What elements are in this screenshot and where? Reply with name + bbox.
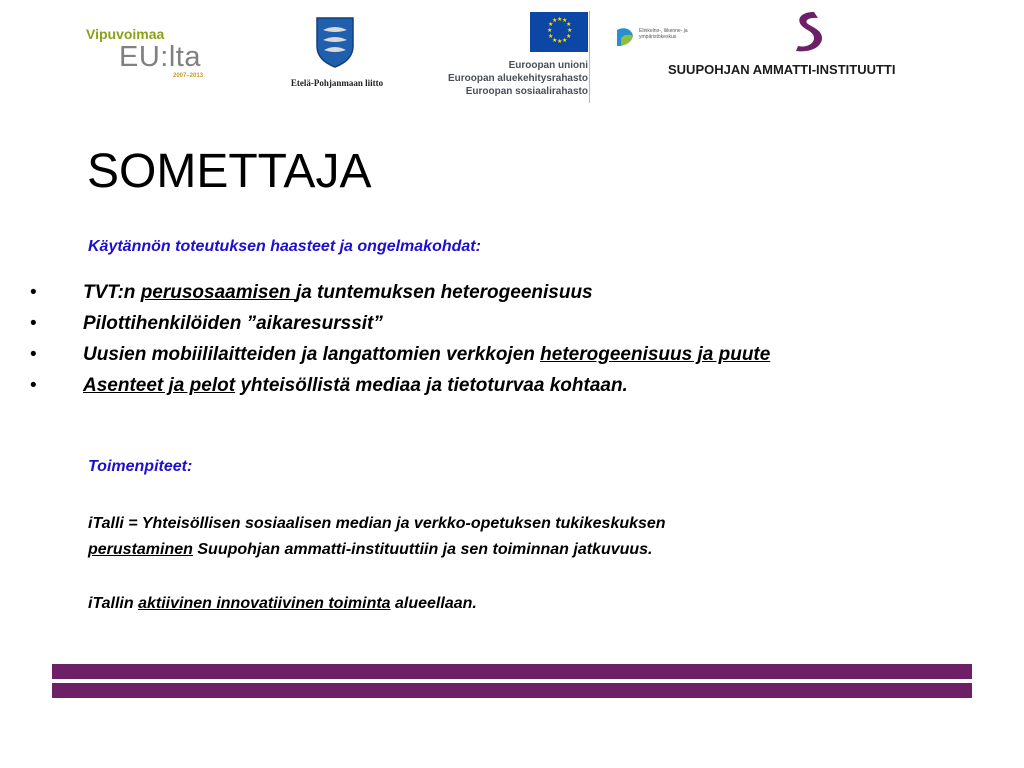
vipuvoimaa-eulta-logo <box>86 26 216 86</box>
measures-p1-line1: iTalli = Yhteisöllisen sosiaalisen median ja verkko-opetuksen tukikeskuksen <box>88 515 666 532</box>
list-item <box>30 344 1020 375</box>
sai-logo <box>668 10 960 82</box>
measures-p2-underlined: aktiivinen innovatiivinen toiminta <box>138 595 391 612</box>
footer-bar-top <box>52 664 972 679</box>
bullet-text <box>83 344 770 366</box>
svg-text:★: ★ <box>562 17 568 24</box>
ely-emblem-icon <box>614 26 636 48</box>
bullet-icon: • <box>30 282 37 303</box>
measures-paragraph-1 <box>88 511 666 563</box>
eu-flag-icon <box>530 12 588 52</box>
slide-title: SOMETTAJA <box>87 145 372 198</box>
bullet-icon: • <box>30 344 37 365</box>
bullet-text <box>83 375 628 397</box>
svg-text:★: ★ <box>557 38 563 45</box>
etela-pohjanmaan-liitto-logo <box>282 16 392 92</box>
etela-pohjanmaan-liitto-label: Etelä-Pohjanmaan liitto <box>290 78 384 88</box>
vipuvoimaa-word: Vipuvoimaa <box>86 26 165 42</box>
measures-p2-post: alueellaan. <box>390 595 477 612</box>
svg-text:★: ★ <box>548 21 554 28</box>
ely-line-1: Elinkeino-, liikenne- ja <box>639 28 688 34</box>
bullet-text-underlined: heterogeenisuus ja puute <box>540 344 771 365</box>
challenges-heading: Käytännön toteutuksen haasteet ja ongelmakohdat: <box>88 238 481 255</box>
bullet-text-part: Uusien mobiililaitteiden ja langattomien verkkojen <box>83 344 541 365</box>
svg-text:★: ★ <box>557 16 563 23</box>
svg-text:★: ★ <box>552 17 558 24</box>
svg-text:★: ★ <box>566 33 572 40</box>
measures-p1-rest: Suupohjan ammatti-instituuttiin ja sen toiminnan jatkuvuus. <box>192 541 653 558</box>
challenges-list <box>30 282 1020 406</box>
sai-name: SUUPOHJAN AMMATTI-INSTITUUTTI <box>668 62 896 77</box>
ely-line-2: ympäristökeskus <box>639 34 677 40</box>
eu-erdf-text: Euroopan aluekehitysrahasto <box>447 73 588 84</box>
measures-p2-pre: iTallin <box>88 595 139 612</box>
svg-text:★: ★ <box>567 27 573 34</box>
list-item <box>30 375 1020 406</box>
bullet-text-part: TVT:n <box>83 282 141 303</box>
eu-union-text: Euroopan unioni <box>508 60 588 71</box>
bullet-text <box>83 282 593 304</box>
svg-text:★: ★ <box>566 21 572 28</box>
sai-emblem-icon <box>790 10 826 52</box>
bullet-icon: • <box>30 313 37 334</box>
bullet-icon: • <box>30 375 37 396</box>
svg-text:★: ★ <box>548 33 554 40</box>
eu-logo <box>434 10 594 102</box>
bullet-text <box>83 313 383 335</box>
bullet-text-part: yhteisöllistä mediaa ja tietoturvaa kohtaan. <box>235 375 628 396</box>
eu-divider <box>589 11 590 103</box>
measures-p1-underlined: perustaminen <box>88 541 193 558</box>
list-item <box>30 282 1020 313</box>
bullet-text-part: ja tuntemuksen heterogeenisuus <box>295 282 593 303</box>
measures-heading: Toimenpiteet: <box>88 458 193 475</box>
list-item <box>30 313 1020 344</box>
svg-text:★: ★ <box>547 27 553 34</box>
measures-paragraph-2 <box>88 591 477 617</box>
eulta-word: EU:lta <box>119 41 201 73</box>
svg-text:★: ★ <box>552 37 558 44</box>
bullet-text-part: Pilottihenkilöiden ”aikaresurssit” <box>83 313 383 334</box>
coat-of-arms-icon <box>315 16 355 68</box>
bullet-text-underlined: perusosaamisen <box>140 282 296 303</box>
measures-p1-line2 <box>88 537 666 563</box>
program-years: 2007–2013 <box>173 73 204 79</box>
svg-text:★: ★ <box>562 37 568 44</box>
bullet-text-underlined: Asenteet ja pelot <box>83 375 236 396</box>
footer-bar-bottom <box>52 683 972 698</box>
eu-esf-text: Euroopan sosiaalirahasto <box>465 86 588 97</box>
